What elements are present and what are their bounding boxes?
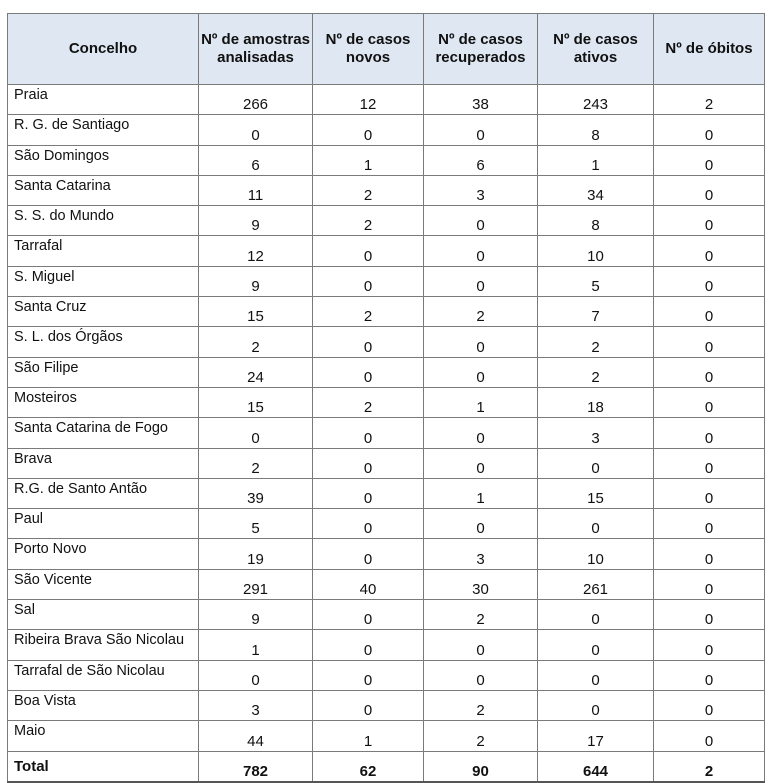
cell-amostras: 5 — [199, 509, 313, 539]
table-row — [8, 690, 765, 720]
cell-casos-novos: 0 — [313, 630, 424, 660]
table-row — [8, 236, 765, 266]
table-row — [8, 266, 765, 296]
cell-amostras: 15 — [199, 387, 313, 417]
cell-casos-recuperados: 0 — [424, 206, 538, 236]
cell-obitos: 0 — [654, 236, 765, 266]
table-row — [8, 145, 765, 175]
cell-obitos: 0 — [654, 175, 765, 205]
total-obitos: 2 — [654, 751, 765, 782]
header-casos-novos: Nº de casos novos — [313, 14, 424, 85]
cell-casos-ativos: 7 — [538, 297, 654, 327]
cell-casos-recuperados: 1 — [424, 387, 538, 417]
cell-casos-novos: 40 — [313, 569, 424, 599]
cell-amostras: 0 — [199, 418, 313, 448]
cell-obitos: 0 — [654, 327, 765, 357]
cell-obitos: 0 — [654, 357, 765, 387]
table-row — [8, 660, 765, 690]
table-row — [8, 539, 765, 569]
header-casos-ativos: Nº de casos ativos — [538, 14, 654, 85]
cell-obitos: 2 — [654, 85, 765, 115]
cell-casos-ativos: 5 — [538, 266, 654, 296]
cell-obitos: 0 — [654, 387, 765, 417]
table-row — [8, 297, 765, 327]
cell-casos-ativos: 2 — [538, 327, 654, 357]
cell-casos-novos: 2 — [313, 387, 424, 417]
cell-casos-novos: 0 — [313, 327, 424, 357]
cell-amostras: 0 — [199, 115, 313, 145]
cell-obitos: 0 — [654, 478, 765, 508]
table-row — [8, 721, 765, 751]
cell-casos-recuperados: 6 — [424, 145, 538, 175]
cell-casos-novos: 0 — [313, 509, 424, 539]
cell-casos-novos: 2 — [313, 175, 424, 205]
table-row — [8, 327, 765, 357]
cell-casos-ativos: 18 — [538, 387, 654, 417]
cell-concelho: Boa Vista — [8, 690, 199, 720]
cell-casos-ativos: 10 — [538, 539, 654, 569]
cell-amostras: 19 — [199, 539, 313, 569]
cell-casos-recuperados: 0 — [424, 448, 538, 478]
cell-casos-ativos: 15 — [538, 478, 654, 508]
header-amostras: Nº de amostras analisadas — [199, 14, 313, 85]
cell-casos-recuperados: 2 — [424, 297, 538, 327]
cell-casos-novos: 2 — [313, 206, 424, 236]
cell-casos-ativos: 10 — [538, 236, 654, 266]
cell-amostras: 15 — [199, 297, 313, 327]
cell-concelho: S. Miguel — [8, 266, 199, 296]
cell-casos-novos: 0 — [313, 357, 424, 387]
cell-obitos: 0 — [654, 721, 765, 751]
cell-amostras: 44 — [199, 721, 313, 751]
cell-casos-recuperados: 2 — [424, 690, 538, 720]
cell-obitos: 0 — [654, 297, 765, 327]
table-row — [8, 448, 765, 478]
total-casos-ativos: 644 — [538, 751, 654, 782]
cell-concelho: Maio — [8, 721, 199, 751]
table-row — [8, 85, 765, 115]
cell-amostras: 0 — [199, 660, 313, 690]
cell-casos-recuperados: 0 — [424, 630, 538, 660]
cell-casos-novos: 0 — [313, 115, 424, 145]
table-row — [8, 600, 765, 630]
cell-casos-novos: 12 — [313, 85, 424, 115]
total-row — [8, 751, 765, 782]
cell-amostras: 11 — [199, 175, 313, 205]
table-row — [8, 387, 765, 417]
cell-concelho: Santa Cruz — [8, 297, 199, 327]
table-row — [8, 357, 765, 387]
cell-amostras: 39 — [199, 478, 313, 508]
cell-concelho: Brava — [8, 448, 199, 478]
cell-amostras: 9 — [199, 266, 313, 296]
cell-obitos: 0 — [654, 539, 765, 569]
cell-obitos: 0 — [654, 660, 765, 690]
cell-casos-recuperados: 0 — [424, 327, 538, 357]
table-row — [8, 509, 765, 539]
cell-casos-recuperados: 30 — [424, 569, 538, 599]
cell-obitos: 0 — [654, 266, 765, 296]
cell-casos-novos: 0 — [313, 266, 424, 296]
cell-obitos: 0 — [654, 115, 765, 145]
cell-obitos: 0 — [654, 448, 765, 478]
cell-concelho: São Domingos — [8, 145, 199, 175]
total-amostras: 782 — [199, 751, 313, 782]
cell-concelho: Ribeira Brava São Nicolau — [8, 630, 199, 660]
cell-casos-ativos: 243 — [538, 85, 654, 115]
total-casos-novos: 62 — [313, 751, 424, 782]
cell-casos-novos: 0 — [313, 690, 424, 720]
cell-casos-novos: 0 — [313, 600, 424, 630]
cell-casos-recuperados: 3 — [424, 175, 538, 205]
header-casos-recuperados: Nº de casos recuperados — [424, 14, 538, 85]
cell-concelho: Porto Novo — [8, 539, 199, 569]
cell-casos-recuperados: 0 — [424, 660, 538, 690]
cell-casos-recuperados: 0 — [424, 418, 538, 448]
cell-concelho: Santa Catarina de Fogo — [8, 418, 199, 448]
cell-casos-novos: 2 — [313, 297, 424, 327]
cell-casos-ativos: 0 — [538, 600, 654, 630]
cell-casos-ativos: 0 — [538, 690, 654, 720]
cell-casos-recuperados: 2 — [424, 721, 538, 751]
table-row — [8, 115, 765, 145]
cell-concelho: São Vicente — [8, 569, 199, 599]
cell-casos-ativos: 17 — [538, 721, 654, 751]
cell-concelho: Santa Catarina — [8, 175, 199, 205]
cell-concelho: Tarrafal — [8, 236, 199, 266]
cell-casos-ativos: 0 — [538, 630, 654, 660]
cell-casos-recuperados: 2 — [424, 600, 538, 630]
cell-casos-novos: 1 — [313, 721, 424, 751]
cell-casos-novos: 0 — [313, 478, 424, 508]
cell-amostras: 2 — [199, 448, 313, 478]
total-casos-recuperados: 90 — [424, 751, 538, 782]
cell-obitos: 0 — [654, 569, 765, 599]
cell-obitos: 0 — [654, 145, 765, 175]
cell-casos-ativos: 0 — [538, 660, 654, 690]
cell-amostras: 9 — [199, 600, 313, 630]
cell-amostras: 3 — [199, 690, 313, 720]
cell-obitos: 0 — [654, 600, 765, 630]
header-row — [8, 14, 765, 85]
cell-casos-recuperados: 0 — [424, 115, 538, 145]
cell-casos-ativos: 3 — [538, 418, 654, 448]
table-row — [8, 418, 765, 448]
cell-amostras: 266 — [199, 85, 313, 115]
cell-casos-ativos: 8 — [538, 115, 654, 145]
cell-amostras: 2 — [199, 327, 313, 357]
table-body — [8, 85, 765, 752]
cell-obitos: 0 — [654, 630, 765, 660]
cell-obitos: 0 — [654, 690, 765, 720]
cell-casos-recuperados: 1 — [424, 478, 538, 508]
cell-casos-recuperados: 0 — [424, 236, 538, 266]
cell-casos-novos: 0 — [313, 236, 424, 266]
cell-amostras: 12 — [199, 236, 313, 266]
cell-casos-ativos: 0 — [538, 509, 654, 539]
cell-casos-ativos: 261 — [538, 569, 654, 599]
cell-casos-novos: 0 — [313, 539, 424, 569]
header-concelho: Concelho — [8, 14, 199, 85]
cell-casos-novos: 0 — [313, 660, 424, 690]
cell-amostras: 9 — [199, 206, 313, 236]
cell-obitos: 0 — [654, 418, 765, 448]
covid-cases-table — [7, 13, 765, 783]
cell-concelho: Tarrafal de São Nicolau — [8, 660, 199, 690]
cell-amostras: 6 — [199, 145, 313, 175]
table-row — [8, 478, 765, 508]
table-row — [8, 175, 765, 205]
cell-concelho: Paul — [8, 509, 199, 539]
cell-amostras: 1 — [199, 630, 313, 660]
cell-concelho: Praia — [8, 85, 199, 115]
cell-casos-novos: 0 — [313, 418, 424, 448]
cell-casos-recuperados: 0 — [424, 509, 538, 539]
cell-casos-ativos: 2 — [538, 357, 654, 387]
cell-casos-novos: 0 — [313, 448, 424, 478]
table-row — [8, 206, 765, 236]
table-row — [8, 630, 765, 660]
cell-obitos: 0 — [654, 509, 765, 539]
cell-concelho: S. S. do Mundo — [8, 206, 199, 236]
cell-concelho: Sal — [8, 600, 199, 630]
cell-casos-recuperados: 0 — [424, 357, 538, 387]
cell-casos-ativos: 34 — [538, 175, 654, 205]
cell-casos-ativos: 0 — [538, 448, 654, 478]
cell-amostras: 291 — [199, 569, 313, 599]
cell-concelho: Mosteiros — [8, 387, 199, 417]
table-row — [8, 569, 765, 599]
header-obitos: Nº de óbitos — [654, 14, 765, 85]
cell-amostras: 24 — [199, 357, 313, 387]
cell-concelho: S. L. dos Órgãos — [8, 327, 199, 357]
cell-concelho: São Filipe — [8, 357, 199, 387]
cell-concelho: R.G. de Santo Antão — [8, 478, 199, 508]
cell-casos-novos: 1 — [313, 145, 424, 175]
cell-concelho: R. G. de Santiago — [8, 115, 199, 145]
cell-casos-recuperados: 3 — [424, 539, 538, 569]
cell-casos-recuperados: 38 — [424, 85, 538, 115]
total-label: Total — [8, 751, 199, 782]
cell-obitos: 0 — [654, 206, 765, 236]
cell-casos-ativos: 1 — [538, 145, 654, 175]
cell-casos-ativos: 8 — [538, 206, 654, 236]
cell-casos-recuperados: 0 — [424, 266, 538, 296]
